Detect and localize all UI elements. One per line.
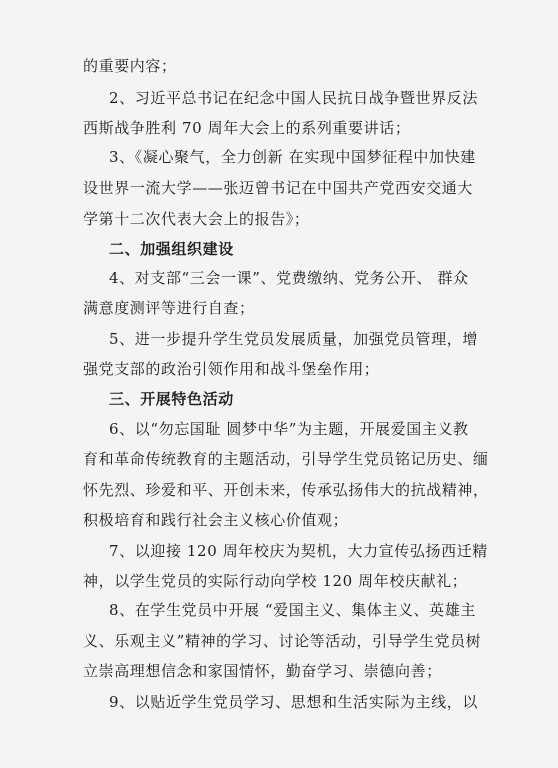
text-line-9: 满意度测评等进行自查； [83,299,255,317]
text-line-1: 的重要内容； [83,57,177,75]
text-line-14: 育和革命传统教育的主题活动，引导学生党员铭记历史、缅 [83,450,489,468]
text-line-3: 西斯战争胜利 70 周年大会上的系列重要讲话； [83,119,411,137]
text-line-6: 学第十二次代表大会上的报告》； [83,210,310,228]
text-line-8: 4、对支部“三会一课”、党费缴纳、党务公开、 群众 [109,269,469,287]
section-heading-organization: 二、加强组织建设 [109,240,234,258]
text-line-5: 设世界一流大学——张迈曾书记在中国共产党西安交通大 [83,179,474,197]
text-line-15: 怀先烈、珍爱和平、开创未来，传承弘扬伟大的抗战精神， [83,481,489,499]
text-line-19: 8、在学生党员中开展 “爱国主义、集体主义、英雄主 [109,601,476,619]
text-line-21: 立崇高理想信念和家国情怀，勤奋学习、崇德向善； [83,662,442,680]
text-line-18: 神，以学生党员的实际行动向学校 120 周年校庆献礼； [83,572,468,590]
text-line-16: 积极培育和践行社会主义核心价值观； [83,511,349,529]
text-line-13: 6、以“勿忘国耻 圆梦中华”为主题，开展爱国主义教 [109,420,469,438]
text-line-22: 9、以贴近学生党员学习、思想和生活实际为主线，以 [109,693,478,711]
text-line-10: 5、进一步提升学生党员发展质量，加强党员管理，增 [109,330,478,348]
text-line-4: 3、《凝心聚气，全力创新 在实现中国梦征程中加快建 [109,148,476,166]
text-line-11: 强党支部的政治引领作用和战斗堡垒作用； [83,360,380,378]
text-line-17: 7、以迎接 120 周年校庆为契机，大力宣传弘扬西迁精 [109,542,488,560]
text-line-20: 义、乐观主义”精神的学习、讨论等活动，引导学生党员树 [83,632,482,650]
section-heading-activities: 三、开展特色活动 [109,390,234,408]
text-line-2: 2、习近平总书记在纪念中国人民抗日战争暨世界反法 [109,89,478,107]
